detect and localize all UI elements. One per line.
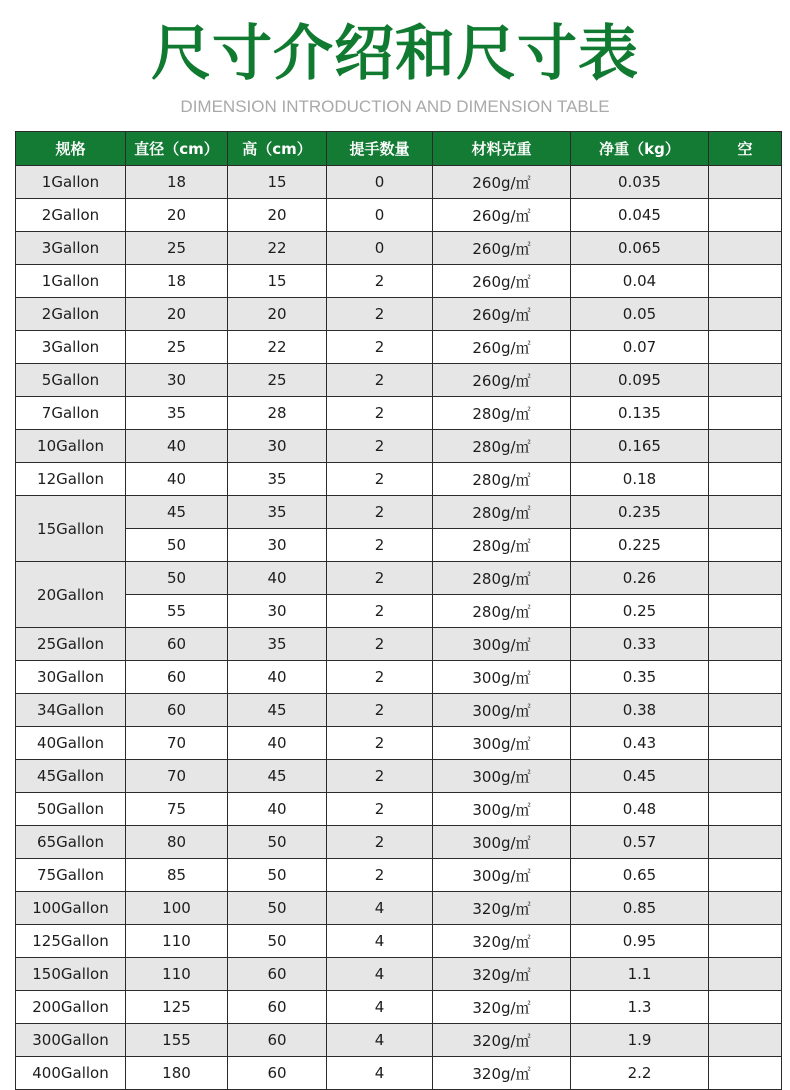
cell-handles: 2: [327, 397, 433, 430]
header-diameter: 直径（cm）: [126, 132, 228, 166]
cell-handles: 2: [327, 331, 433, 364]
cell-handles: 4: [327, 958, 433, 991]
cell-material-weight: 300g/㎡: [433, 628, 571, 661]
cell-handles: 4: [327, 925, 433, 958]
header-material-weight: 材料克重: [433, 132, 571, 166]
cell-height: 35: [228, 496, 327, 529]
cell-height: 60: [228, 1024, 327, 1057]
table-row: [16, 298, 782, 331]
cell-spec: 65Gallon: [16, 826, 126, 859]
cell-net-weight: 0.035: [571, 166, 709, 199]
cell-spec: 40Gallon: [16, 727, 126, 760]
cell-material-weight: 260g/㎡: [433, 166, 571, 199]
cell-empty: [709, 562, 782, 595]
cell-height: 60: [228, 958, 327, 991]
cell-diameter: 180: [126, 1057, 228, 1090]
cell-empty: [709, 925, 782, 958]
cell-net-weight: 0.65: [571, 859, 709, 892]
cell-material-weight: 260g/㎡: [433, 232, 571, 265]
cell-spec: 15Gallon: [16, 496, 126, 562]
cell-height: 30: [228, 595, 327, 628]
cell-handles: 2: [327, 430, 433, 463]
cell-net-weight: 2.2: [571, 1057, 709, 1090]
table-header-row: [16, 132, 782, 166]
cell-empty: [709, 694, 782, 727]
table-row: [16, 265, 782, 298]
cell-material-weight: 260g/㎡: [433, 199, 571, 232]
cell-material-weight: 300g/㎡: [433, 859, 571, 892]
cell-diameter: 40: [126, 430, 228, 463]
header-height: 高（cm）: [228, 132, 327, 166]
cell-material-weight: 300g/㎡: [433, 760, 571, 793]
cell-empty: [709, 760, 782, 793]
cell-spec: 50Gallon: [16, 793, 126, 826]
cell-spec: 34Gallon: [16, 694, 126, 727]
cell-diameter: 60: [126, 694, 228, 727]
cell-spec: 125Gallon: [16, 925, 126, 958]
cell-spec: 3Gallon: [16, 232, 126, 265]
cell-handles: 2: [327, 595, 433, 628]
cell-spec: 75Gallon: [16, 859, 126, 892]
cell-diameter: 18: [126, 166, 228, 199]
cell-empty: [709, 991, 782, 1024]
cell-height: 28: [228, 397, 327, 430]
table-row: [16, 727, 782, 760]
cell-diameter: 70: [126, 760, 228, 793]
table-row: [16, 892, 782, 925]
cell-net-weight: 0.135: [571, 397, 709, 430]
table-row: [16, 958, 782, 991]
cell-net-weight: 0.05: [571, 298, 709, 331]
cell-diameter: 50: [126, 562, 228, 595]
cell-handles: 0: [327, 166, 433, 199]
table-row: [16, 628, 782, 661]
cell-empty: [709, 496, 782, 529]
cell-spec: 7Gallon: [16, 397, 126, 430]
cell-handles: 2: [327, 694, 433, 727]
cell-empty: [709, 430, 782, 463]
cell-spec: 20Gallon: [16, 562, 126, 628]
cell-net-weight: 0.48: [571, 793, 709, 826]
cell-empty: [709, 727, 782, 760]
cell-height: 50: [228, 925, 327, 958]
cell-net-weight: 0.43: [571, 727, 709, 760]
cell-net-weight: 0.57: [571, 826, 709, 859]
cell-empty: [709, 628, 782, 661]
table-body: [16, 166, 782, 1090]
table-row: [16, 496, 782, 529]
table-row: [16, 397, 782, 430]
header-spec: 规格: [16, 132, 126, 166]
page-title: 尺寸介绍和尺寸表: [151, 19, 639, 89]
cell-material-weight: 300g/㎡: [433, 826, 571, 859]
cell-height: 45: [228, 694, 327, 727]
cell-material-weight: 300g/㎡: [433, 694, 571, 727]
cell-spec: 1Gallon: [16, 265, 126, 298]
cell-spec: 25Gallon: [16, 628, 126, 661]
cell-handles: 2: [327, 859, 433, 892]
cell-empty: [709, 331, 782, 364]
cell-net-weight: 0.33: [571, 628, 709, 661]
cell-net-weight: 0.45: [571, 760, 709, 793]
cell-empty: [709, 859, 782, 892]
cell-spec: 2Gallon: [16, 199, 126, 232]
table-row: [16, 331, 782, 364]
cell-spec: 45Gallon: [16, 760, 126, 793]
cell-net-weight: 0.165: [571, 430, 709, 463]
cell-material-weight: 280g/㎡: [433, 595, 571, 628]
cell-net-weight: 0.85: [571, 892, 709, 925]
cell-net-weight: 0.235: [571, 496, 709, 529]
cell-net-weight: 0.26: [571, 562, 709, 595]
cell-spec: 100Gallon: [16, 892, 126, 925]
cell-height: 60: [228, 991, 327, 1024]
table-row: [16, 364, 782, 397]
cell-height: 35: [228, 628, 327, 661]
table-row: [16, 1057, 782, 1090]
cell-material-weight: 320g/㎡: [433, 991, 571, 1024]
cell-height: 22: [228, 331, 327, 364]
cell-material-weight: 300g/㎡: [433, 793, 571, 826]
cell-height: 15: [228, 166, 327, 199]
cell-handles: 2: [327, 562, 433, 595]
cell-height: 35: [228, 463, 327, 496]
cell-diameter: 50: [126, 529, 228, 562]
cell-height: 60: [228, 1057, 327, 1090]
table-row: [16, 793, 782, 826]
cell-height: 20: [228, 199, 327, 232]
cell-spec: 200Gallon: [16, 991, 126, 1024]
cell-material-weight: 320g/㎡: [433, 1024, 571, 1057]
cell-height: 50: [228, 826, 327, 859]
table-row: [16, 760, 782, 793]
cell-diameter: 70: [126, 727, 228, 760]
cell-handles: 2: [327, 727, 433, 760]
cell-diameter: 25: [126, 232, 228, 265]
cell-diameter: 30: [126, 364, 228, 397]
table-row: [16, 430, 782, 463]
header-handles: 提手数量: [327, 132, 433, 166]
cell-net-weight: 1.3: [571, 991, 709, 1024]
cell-diameter: 80: [126, 826, 228, 859]
cell-diameter: 40: [126, 463, 228, 496]
cell-height: 40: [228, 562, 327, 595]
table-row: [16, 232, 782, 265]
cell-diameter: 110: [126, 958, 228, 991]
cell-handles: 2: [327, 265, 433, 298]
cell-empty: [709, 826, 782, 859]
dimension-table: [15, 131, 782, 1090]
cell-spec: 2Gallon: [16, 298, 126, 331]
header-net-weight: 净重（kg）: [571, 132, 709, 166]
cell-material-weight: 300g/㎡: [433, 661, 571, 694]
cell-handles: 4: [327, 991, 433, 1024]
cell-diameter: 110: [126, 925, 228, 958]
cell-diameter: 35: [126, 397, 228, 430]
cell-handles: 0: [327, 199, 433, 232]
cell-empty: [709, 232, 782, 265]
table-row: [16, 661, 782, 694]
cell-handles: 2: [327, 529, 433, 562]
cell-diameter: 125: [126, 991, 228, 1024]
cell-empty: [709, 397, 782, 430]
cell-diameter: 60: [126, 628, 228, 661]
table-row: [16, 694, 782, 727]
cell-handles: 0: [327, 232, 433, 265]
cell-net-weight: 0.07: [571, 331, 709, 364]
cell-empty: [709, 529, 782, 562]
cell-diameter: 45: [126, 496, 228, 529]
cell-spec: 30Gallon: [16, 661, 126, 694]
cell-spec: 400Gallon: [16, 1057, 126, 1090]
cell-empty: [709, 298, 782, 331]
cell-spec: 5Gallon: [16, 364, 126, 397]
cell-net-weight: 0.045: [571, 199, 709, 232]
cell-material-weight: 280g/㎡: [433, 397, 571, 430]
cell-empty: [709, 892, 782, 925]
cell-empty: [709, 1024, 782, 1057]
cell-diameter: 20: [126, 298, 228, 331]
cell-empty: [709, 265, 782, 298]
cell-spec: 300Gallon: [16, 1024, 126, 1057]
cell-diameter: 18: [126, 265, 228, 298]
cell-net-weight: 0.18: [571, 463, 709, 496]
cell-net-weight: 0.04: [571, 265, 709, 298]
cell-empty: [709, 958, 782, 991]
header-empty: 空: [709, 132, 782, 166]
cell-material-weight: 260g/㎡: [433, 298, 571, 331]
cell-handles: 2: [327, 826, 433, 859]
cell-height: 25: [228, 364, 327, 397]
cell-empty: [709, 463, 782, 496]
cell-material-weight: 320g/㎡: [433, 892, 571, 925]
cell-height: 20: [228, 298, 327, 331]
cell-height: 50: [228, 892, 327, 925]
cell-empty: [709, 364, 782, 397]
table-row: [16, 595, 782, 628]
cell-height: 22: [228, 232, 327, 265]
table-row: [16, 562, 782, 595]
cell-handles: 2: [327, 463, 433, 496]
cell-diameter: 25: [126, 331, 228, 364]
cell-height: 15: [228, 265, 327, 298]
cell-handles: 2: [327, 496, 433, 529]
cell-material-weight: 280g/㎡: [433, 496, 571, 529]
cell-diameter: 60: [126, 661, 228, 694]
cell-spec: 3Gallon: [16, 331, 126, 364]
cell-diameter: 75: [126, 793, 228, 826]
cell-material-weight: 260g/㎡: [433, 331, 571, 364]
cell-height: 40: [228, 727, 327, 760]
cell-material-weight: 280g/㎡: [433, 529, 571, 562]
cell-net-weight: 0.38: [571, 694, 709, 727]
cell-diameter: 155: [126, 1024, 228, 1057]
cell-handles: 4: [327, 892, 433, 925]
cell-handles: 2: [327, 760, 433, 793]
page-subtitle: DIMENSION INTRODUCTION AND DIMENSION TABLE: [180, 97, 610, 116]
cell-material-weight: 280g/㎡: [433, 562, 571, 595]
table-row: [16, 925, 782, 958]
table-row: [16, 859, 782, 892]
cell-material-weight: 260g/㎡: [433, 265, 571, 298]
cell-spec: 12Gallon: [16, 463, 126, 496]
cell-empty: [709, 595, 782, 628]
table-row: [16, 529, 782, 562]
table-row: [16, 463, 782, 496]
cell-net-weight: 0.25: [571, 595, 709, 628]
cell-height: 30: [228, 529, 327, 562]
cell-net-weight: 0.95: [571, 925, 709, 958]
cell-handles: 4: [327, 1024, 433, 1057]
cell-material-weight: 320g/㎡: [433, 1057, 571, 1090]
cell-diameter: 20: [126, 199, 228, 232]
cell-empty: [709, 661, 782, 694]
cell-empty: [709, 1057, 782, 1090]
cell-material-weight: 320g/㎡: [433, 925, 571, 958]
cell-empty: [709, 199, 782, 232]
cell-net-weight: 0.095: [571, 364, 709, 397]
table-row: [16, 991, 782, 1024]
cell-spec: 1Gallon: [16, 166, 126, 199]
table-row: [16, 199, 782, 232]
cell-handles: 2: [327, 793, 433, 826]
cell-handles: 4: [327, 1057, 433, 1090]
cell-handles: 2: [327, 364, 433, 397]
cell-material-weight: 300g/㎡: [433, 727, 571, 760]
cell-net-weight: 0.35: [571, 661, 709, 694]
cell-height: 40: [228, 661, 327, 694]
cell-net-weight: 1.1: [571, 958, 709, 991]
cell-handles: 2: [327, 661, 433, 694]
cell-diameter: 55: [126, 595, 228, 628]
cell-net-weight: 0.065: [571, 232, 709, 265]
cell-height: 40: [228, 793, 327, 826]
cell-height: 45: [228, 760, 327, 793]
table-row: [16, 1024, 782, 1057]
cell-handles: 2: [327, 628, 433, 661]
cell-spec: 150Gallon: [16, 958, 126, 991]
cell-net-weight: 1.9: [571, 1024, 709, 1057]
cell-empty: [709, 166, 782, 199]
cell-handles: 2: [327, 298, 433, 331]
table-row: [16, 826, 782, 859]
cell-diameter: 100: [126, 892, 228, 925]
cell-height: 30: [228, 430, 327, 463]
cell-empty: [709, 793, 782, 826]
cell-net-weight: 0.225: [571, 529, 709, 562]
cell-material-weight: 280g/㎡: [433, 430, 571, 463]
cell-material-weight: 280g/㎡: [433, 463, 571, 496]
cell-diameter: 85: [126, 859, 228, 892]
cell-material-weight: 260g/㎡: [433, 364, 571, 397]
cell-height: 50: [228, 859, 327, 892]
table-row: [16, 166, 782, 199]
cell-material-weight: 320g/㎡: [433, 958, 571, 991]
cell-spec: 10Gallon: [16, 430, 126, 463]
